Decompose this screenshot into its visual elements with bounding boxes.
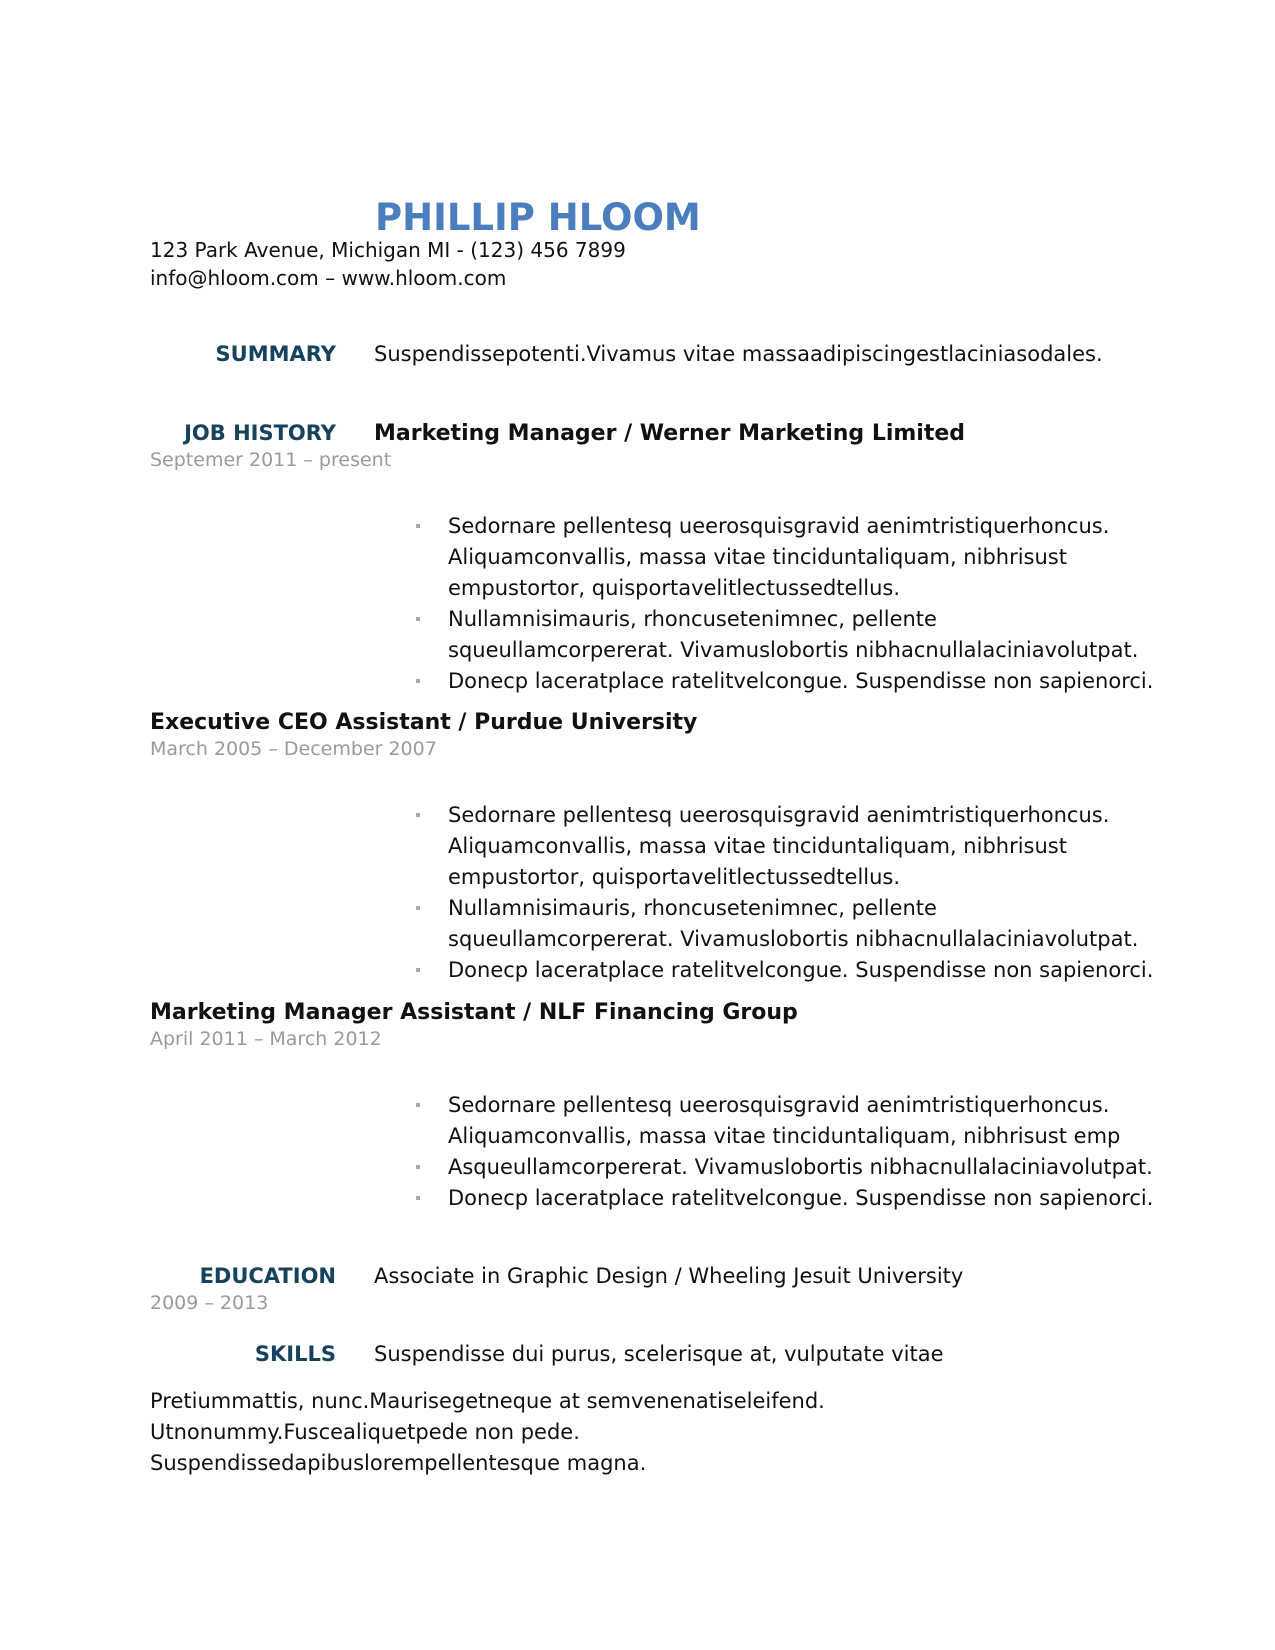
bullet-marker	[416, 617, 420, 621]
job-bullets	[414, 511, 1153, 697]
bullet-marker	[416, 524, 420, 528]
list-item: Sedornare pellentesq ueerosquisgravid aenimtristiquerhoncus. Aliquamconvallis, massa vitae tinciduntaliquam, nibhrisust empustortor, quisportavelitlectussedtellus.	[414, 511, 1153, 604]
job-title: Marketing Manager / Werner Marketing Limited	[374, 421, 966, 446]
bullet-marker	[416, 813, 420, 817]
skills-line: Utnonummy.Fuscealiquetpede non pede.	[150, 1420, 580, 1444]
job-bullets	[414, 1090, 1153, 1214]
skills-line: Pretiummattis, nunc.Maurisegetneque at semvenenatiseleifend.	[150, 1389, 825, 1413]
list-item: Donecp laceratplace ratelitvelcongue. Suspendisse non sapienorci.	[414, 955, 1153, 986]
contact-address: 123 Park Avenue, Michigan MI - (123) 456 7899	[150, 238, 626, 262]
bullet-marker	[416, 968, 420, 972]
bullet-marker	[416, 1165, 420, 1169]
job-title: Marketing Manager Assistant / NLF Financing Group	[150, 1000, 798, 1025]
list-item: Nullamnisimauris, rhoncusetenimnec, pellente squeullamcorpererat. Vivamuslobortis nibhacnullalaciniavolutpat.	[414, 604, 1153, 666]
job-title: Executive CEO Assistant / Purdue University	[150, 710, 698, 735]
job-date: April 2011 – March 2012	[150, 1028, 382, 1050]
education-date: 2009 – 2013	[150, 1292, 269, 1314]
bullet-marker	[416, 1196, 420, 1200]
contact-web: info@hloom.com – www.hloom.com	[150, 266, 507, 290]
job-date: March 2005 – December 2007	[150, 738, 437, 760]
summary-label: SUMMARY	[215, 342, 336, 366]
job-date: Septemer 2011 – present	[150, 449, 392, 471]
candidate-name: PHILLIP HLOOM	[375, 196, 701, 239]
list-item: Donecp laceratplace ratelitvelcongue. Suspendisse non sapienorci.	[414, 666, 1153, 697]
skills-line: Suspendissedapibuslorempellentesque magna.	[150, 1451, 647, 1475]
skills-lines	[150, 1386, 825, 1479]
list-item: Donecp laceratplace ratelitvelcongue. Suspendisse non sapienorci.	[414, 1183, 1153, 1214]
education-label: EDUCATION	[199, 1264, 336, 1288]
bullet-marker	[416, 679, 420, 683]
job-history-label: JOB HISTORY	[184, 421, 336, 445]
bullet-marker	[416, 906, 420, 910]
bullet-marker	[416, 1103, 420, 1107]
list-item: Asqueullamcorpererat. Vivamuslobortis nibhacnullalaciniavolutpat.	[414, 1152, 1153, 1183]
skills-label: SKILLS	[254, 1342, 336, 1366]
skills-first-line: Suspendisse dui purus, scelerisque at, vulputate vitae	[374, 1342, 944, 1366]
list-item: Nullamnisimauris, rhoncusetenimnec, pellente squeullamcorpererat. Vivamuslobortis nibhacnullalaciniavolutpat.	[414, 893, 1153, 955]
list-item: Sedornare pellentesq ueerosquisgravid aenimtristiquerhoncus. Aliquamconvallis, massa vitae tinciduntaliquam, nibhrisust empustortor, quisportavelitlectussedtellus.	[414, 800, 1153, 893]
education-degree: Associate in Graphic Design / Wheeling Jesuit University	[374, 1264, 964, 1288]
list-item: Sedornare pellentesq ueerosquisgravid aenimtristiquerhoncus. Aliquamconvallis, massa vitae tinciduntaliquam, nibhrisust emp	[414, 1090, 1153, 1152]
job-bullets	[414, 800, 1153, 986]
summary-text: Suspendissepotenti.Vivamus vitae massaadipiscingestlaciniasodales.	[374, 342, 1103, 366]
